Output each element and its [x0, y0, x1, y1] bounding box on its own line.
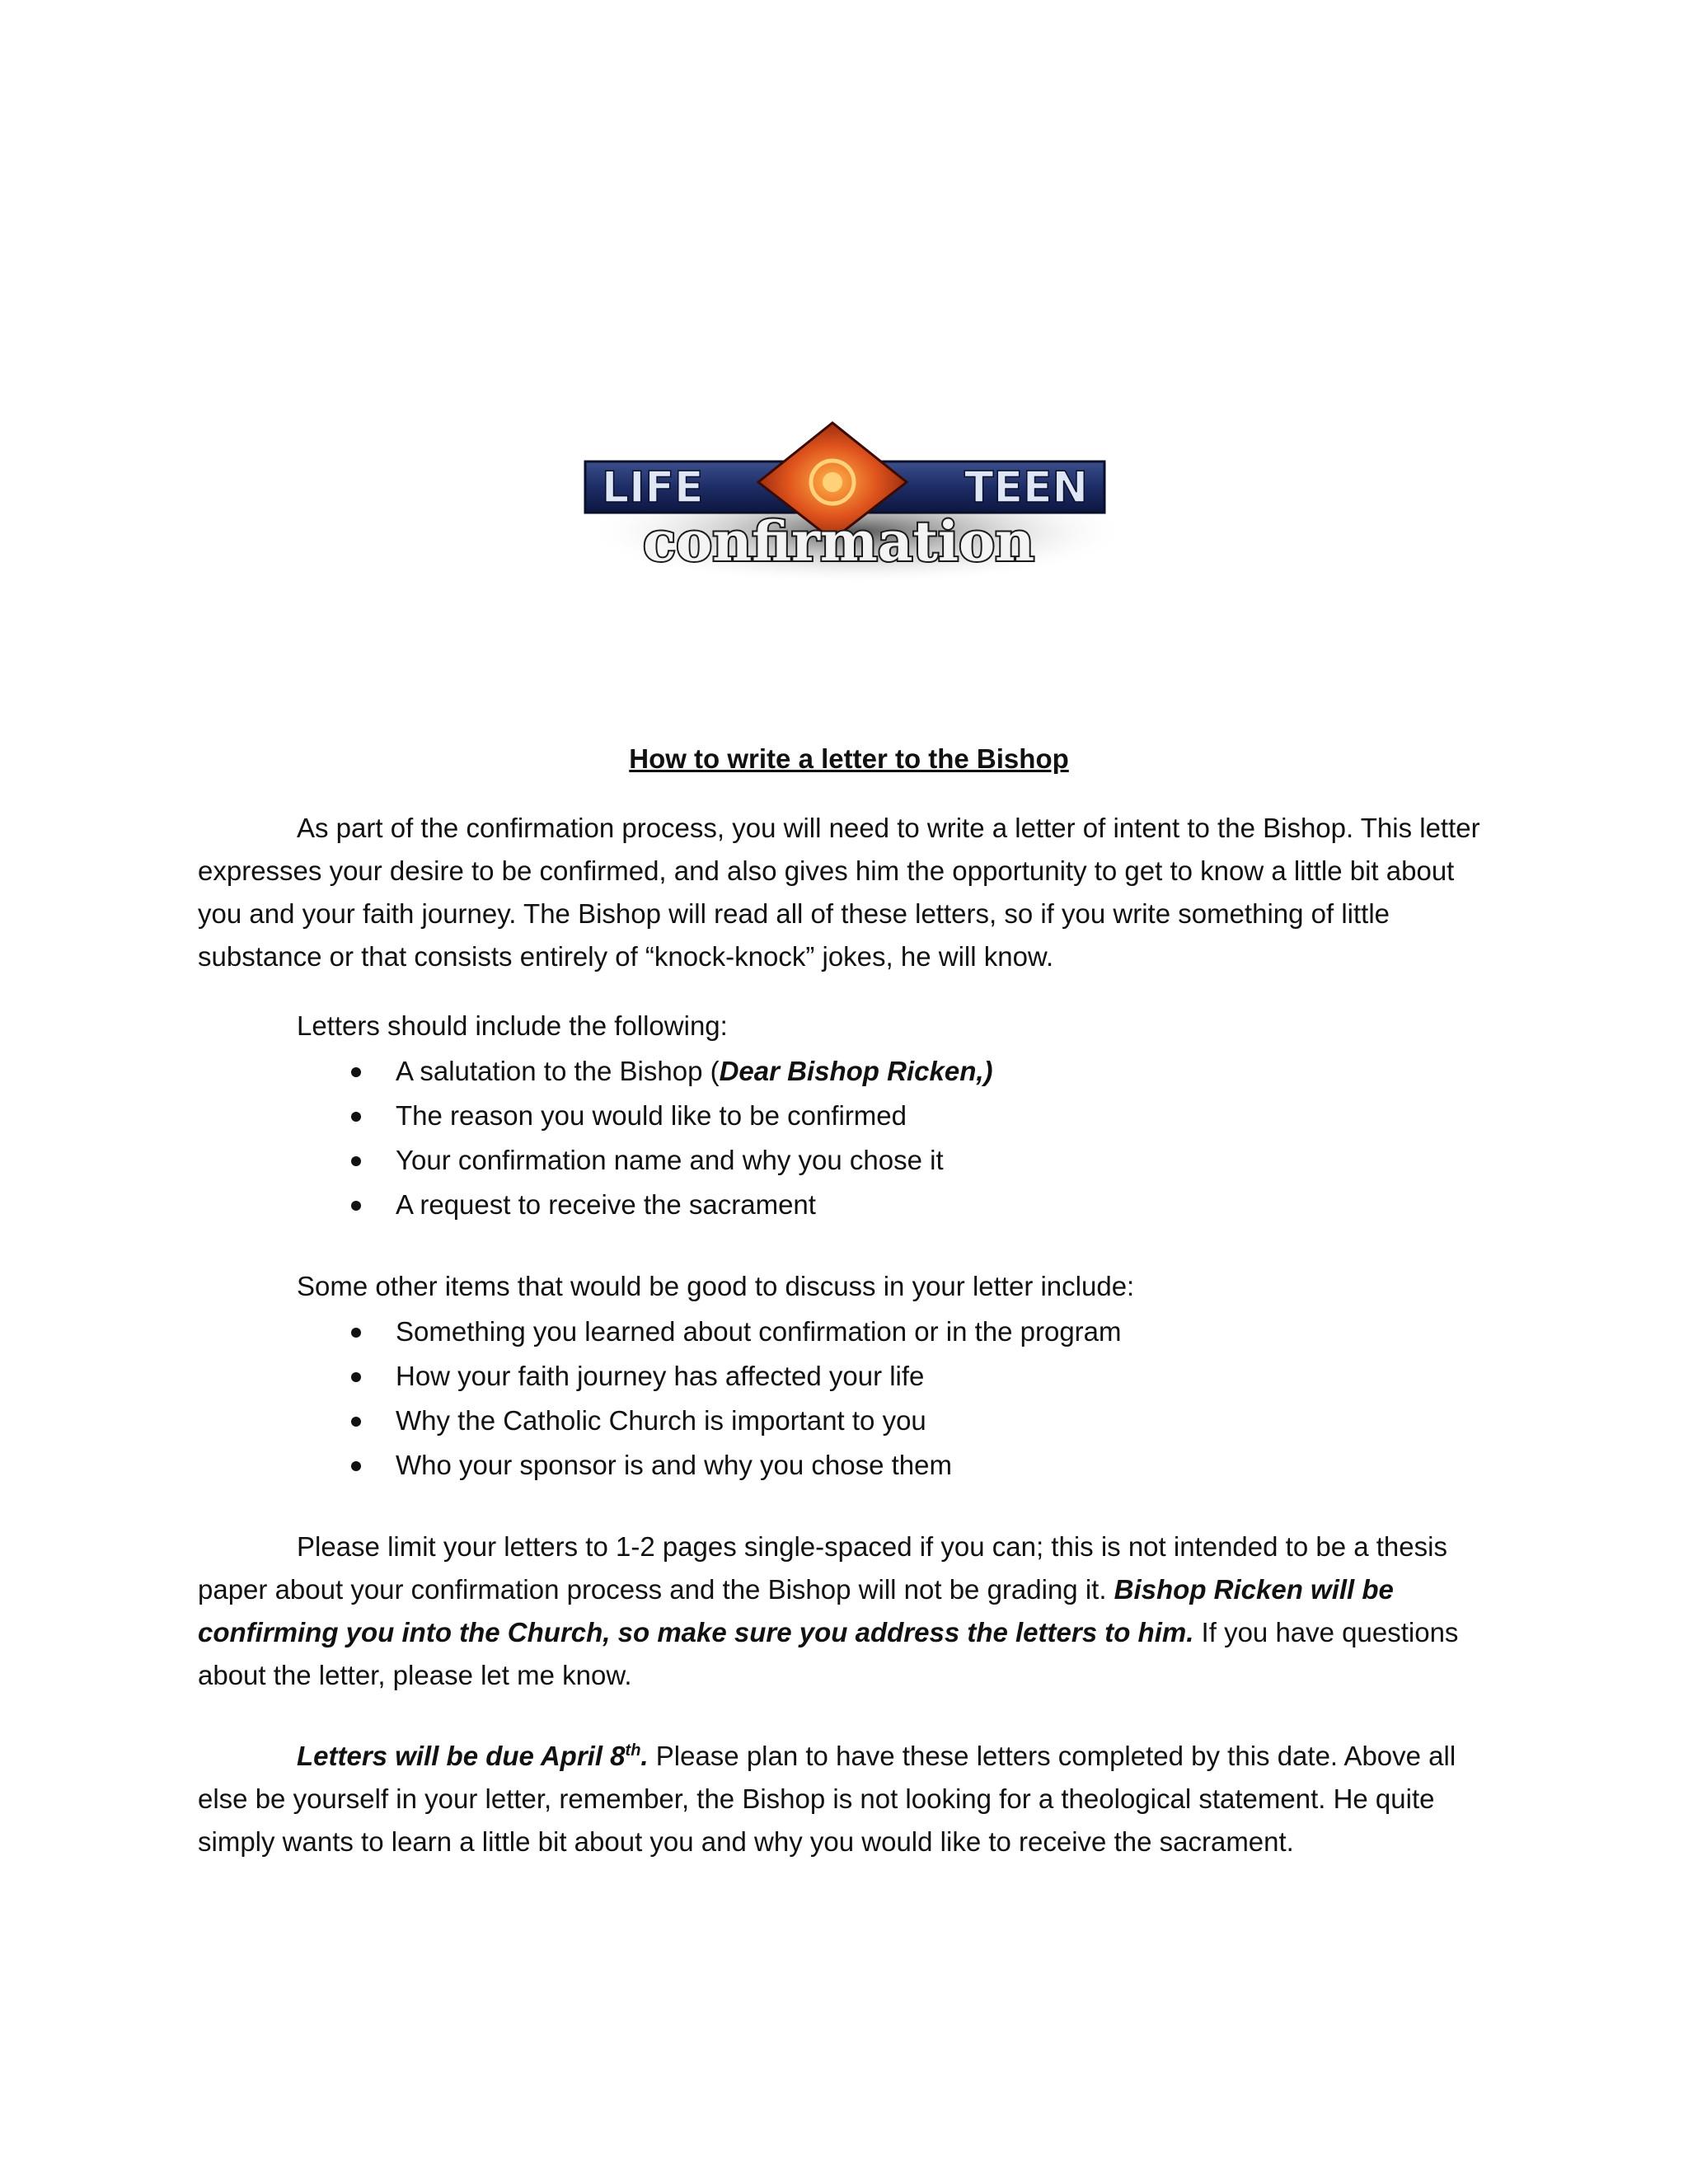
list-item: How your faith journey has affected your life — [396, 1354, 1500, 1399]
list-item-text: A salutation to the Bishop ( — [396, 1056, 720, 1086]
list-item: Your confirmation name and why you chose it — [396, 1138, 1500, 1183]
required-items-lead: Letters should include the following: — [297, 1010, 728, 1041]
required-items-list — [198, 1049, 1500, 1227]
list-item: Why the Catholic Church is important to you — [396, 1399, 1500, 1443]
logo-word-life: LIFE — [602, 463, 704, 513]
due-date-suffix: th — [625, 1741, 641, 1760]
salutation-example: Dear Bishop Ricken,) — [719, 1056, 993, 1086]
logo-word-confirmation: confirmation — [643, 509, 1035, 574]
limit-text-end: If you have questions about the letter, please let me know. — [198, 1617, 1459, 1690]
list-item: Who your sponsor is and why you chose them — [396, 1443, 1500, 1488]
due-text: Please plan to have these letters completed by this date. Above all else be yourself in your letter, remember, the Bishop is not looking for a theological statement. He quite simply wants to learn a little bit about you and why you would like to receive the sacrament. — [198, 1741, 1456, 1857]
optional-items-list — [198, 1310, 1500, 1488]
due-date-text: Letters will be due April 8 — [297, 1741, 626, 1771]
page-title: How to write a letter to the Bishop — [629, 743, 1069, 774]
logo-word-teen: TEEN — [964, 463, 1089, 513]
letter-instructions — [198, 738, 1500, 1863]
due-date-emphasis — [297, 1741, 649, 1771]
list-item: Something you learned about confirmation or in the program — [396, 1310, 1500, 1354]
due-date-period: . — [640, 1741, 649, 1771]
list-item — [396, 1049, 1500, 1094]
due-date-paragraph — [198, 1735, 1500, 1863]
list-item: A request to receive the sacrament — [396, 1183, 1500, 1227]
optional-items-lead: Some other items that would be good to discuss in your letter include: — [297, 1271, 1135, 1301]
list-item: The reason you would like to be confirmed — [396, 1094, 1500, 1138]
limit-text: Please limit your letters to 1-2 pages single-spaced if you can; this is not intended to be a thesis paper about your confirmation process and the Bishop will not be grading it. — [198, 1531, 1447, 1605]
limit-emphasis: Bishop Ricken will be confirming you into the Church, so make sure you address the letters to him. — [198, 1574, 1394, 1647]
length-limit-paragraph — [198, 1526, 1500, 1697]
life-teen-confirmation-logo — [577, 416, 1137, 589]
intro-paragraph: As part of the confirmation process, you will need to write a letter of intent to the Bishop. This letter expresses your desire to be confirmed, and also gives him the opportunity to get to know a little bit about you and your faith journey. The Bishop will read all of these letters, so if you write something of little substance or that consists entirely of “knock-knock” jokes, he will know. — [198, 813, 1480, 972]
